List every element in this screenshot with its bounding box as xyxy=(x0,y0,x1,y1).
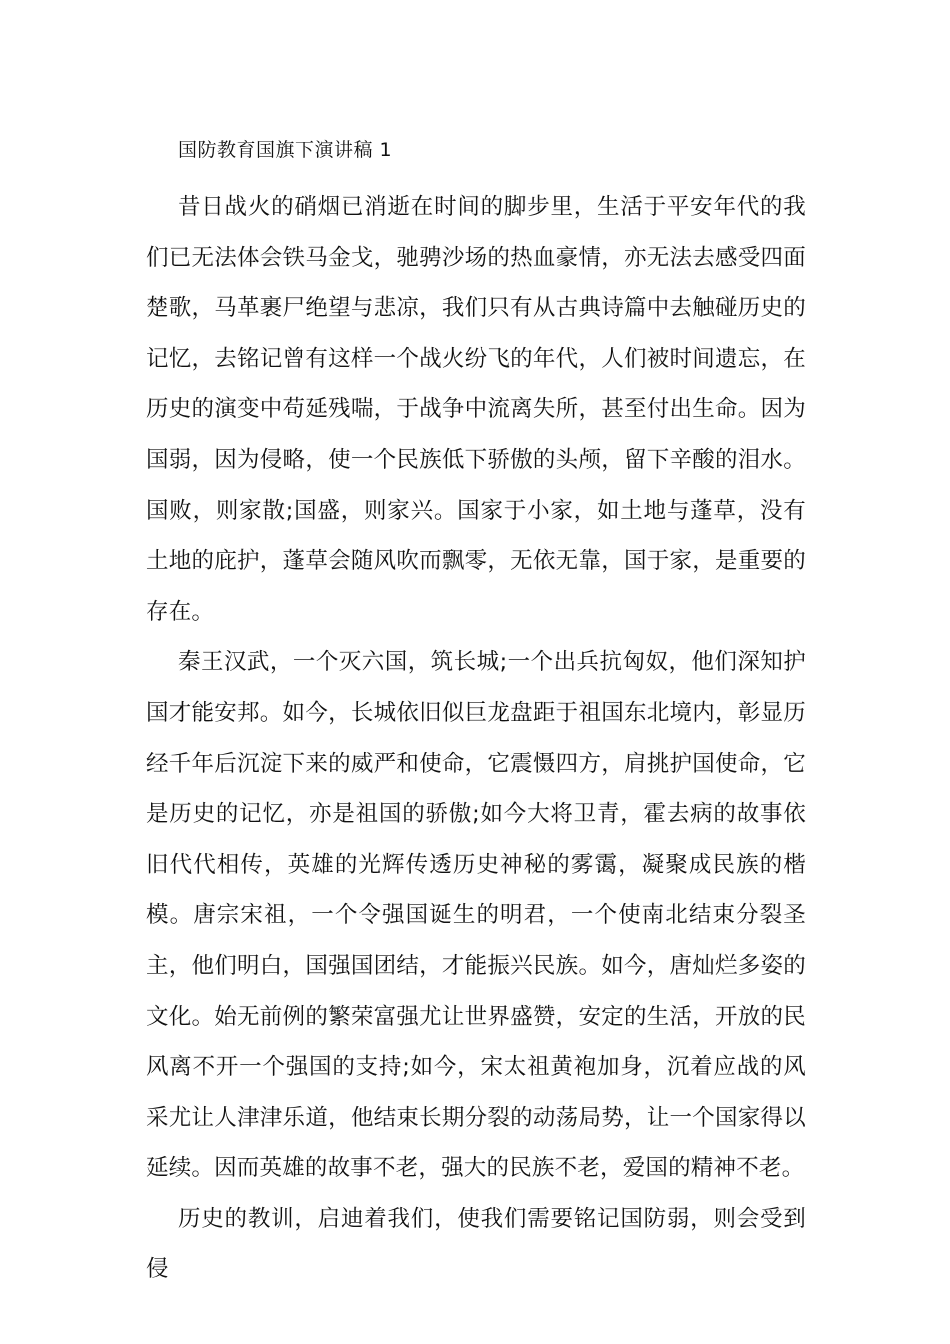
document-body xyxy=(146,182,806,1295)
document-title: 国防教育国旗下演讲稿 1 xyxy=(178,139,393,161)
paragraph-1: 昔日战火的硝烟已消逝在时间的脚步里，生活于平安年代的我们已无法体会铁马金戈，驰骋沙场的热血豪情，亦无法去感受四面楚歌，马革裹尸绝望与悲凉，我们只有从古典诗篇中去触碰历史的记忆，去铭记曾有这样一个战火纷飞的年代，人们被时间遗忘，在历史的演变中苟延残喘，于战争中流离失所，甚至付出生命。因为国弱，因为侵略，使一个民族低下骄傲的头颅，留下辛酸的泪水。国败，则家散;国盛，则家兴。国家于小家，如土地与蓬草，没有土地的庇护，蓬草会随风吹而飘零，无依无靠，国于家，是重要的存在。 xyxy=(146,194,806,625)
paragraph-3: 历史的教训，启迪着我们，使我们需要铭记国防弱，则会受到侵 xyxy=(146,1205,806,1283)
paragraph-2: 秦王汉武，一个灭六国，筑长城;一个出兵抗匈奴，他们深知护国才能安邦。如今，长城依旧似巨龙盘距于祖国东北境内，彰显历经千年后沉淀下来的威严和使命，它震慑四方，肩挑护国使命，它是历史的记忆，亦是祖国的骄傲;如今大将卫青，霍去病的故事依旧代代相传，英雄的光辉传透历史神秘的雾霭，凝聚成民族的楷模。唐宗宋祖，一个令强国诞生的明君，一个使南北结束分裂圣主，他们明白，国强国团结，才能振兴民族。如今，唐灿烂多姿的文化。始无前例的繁荣富强尤让世界盛赞，安定的生活，开放的民风离不开一个强国的支持;如今，宋太祖黄袍加身，沉着应战的风采尤让人津津乐道，他结束长期分裂的动荡局势，让一个国家得以延续。因而英雄的故事不老，强大的民族不老，爱国的精神不老。 xyxy=(146,649,806,1182)
